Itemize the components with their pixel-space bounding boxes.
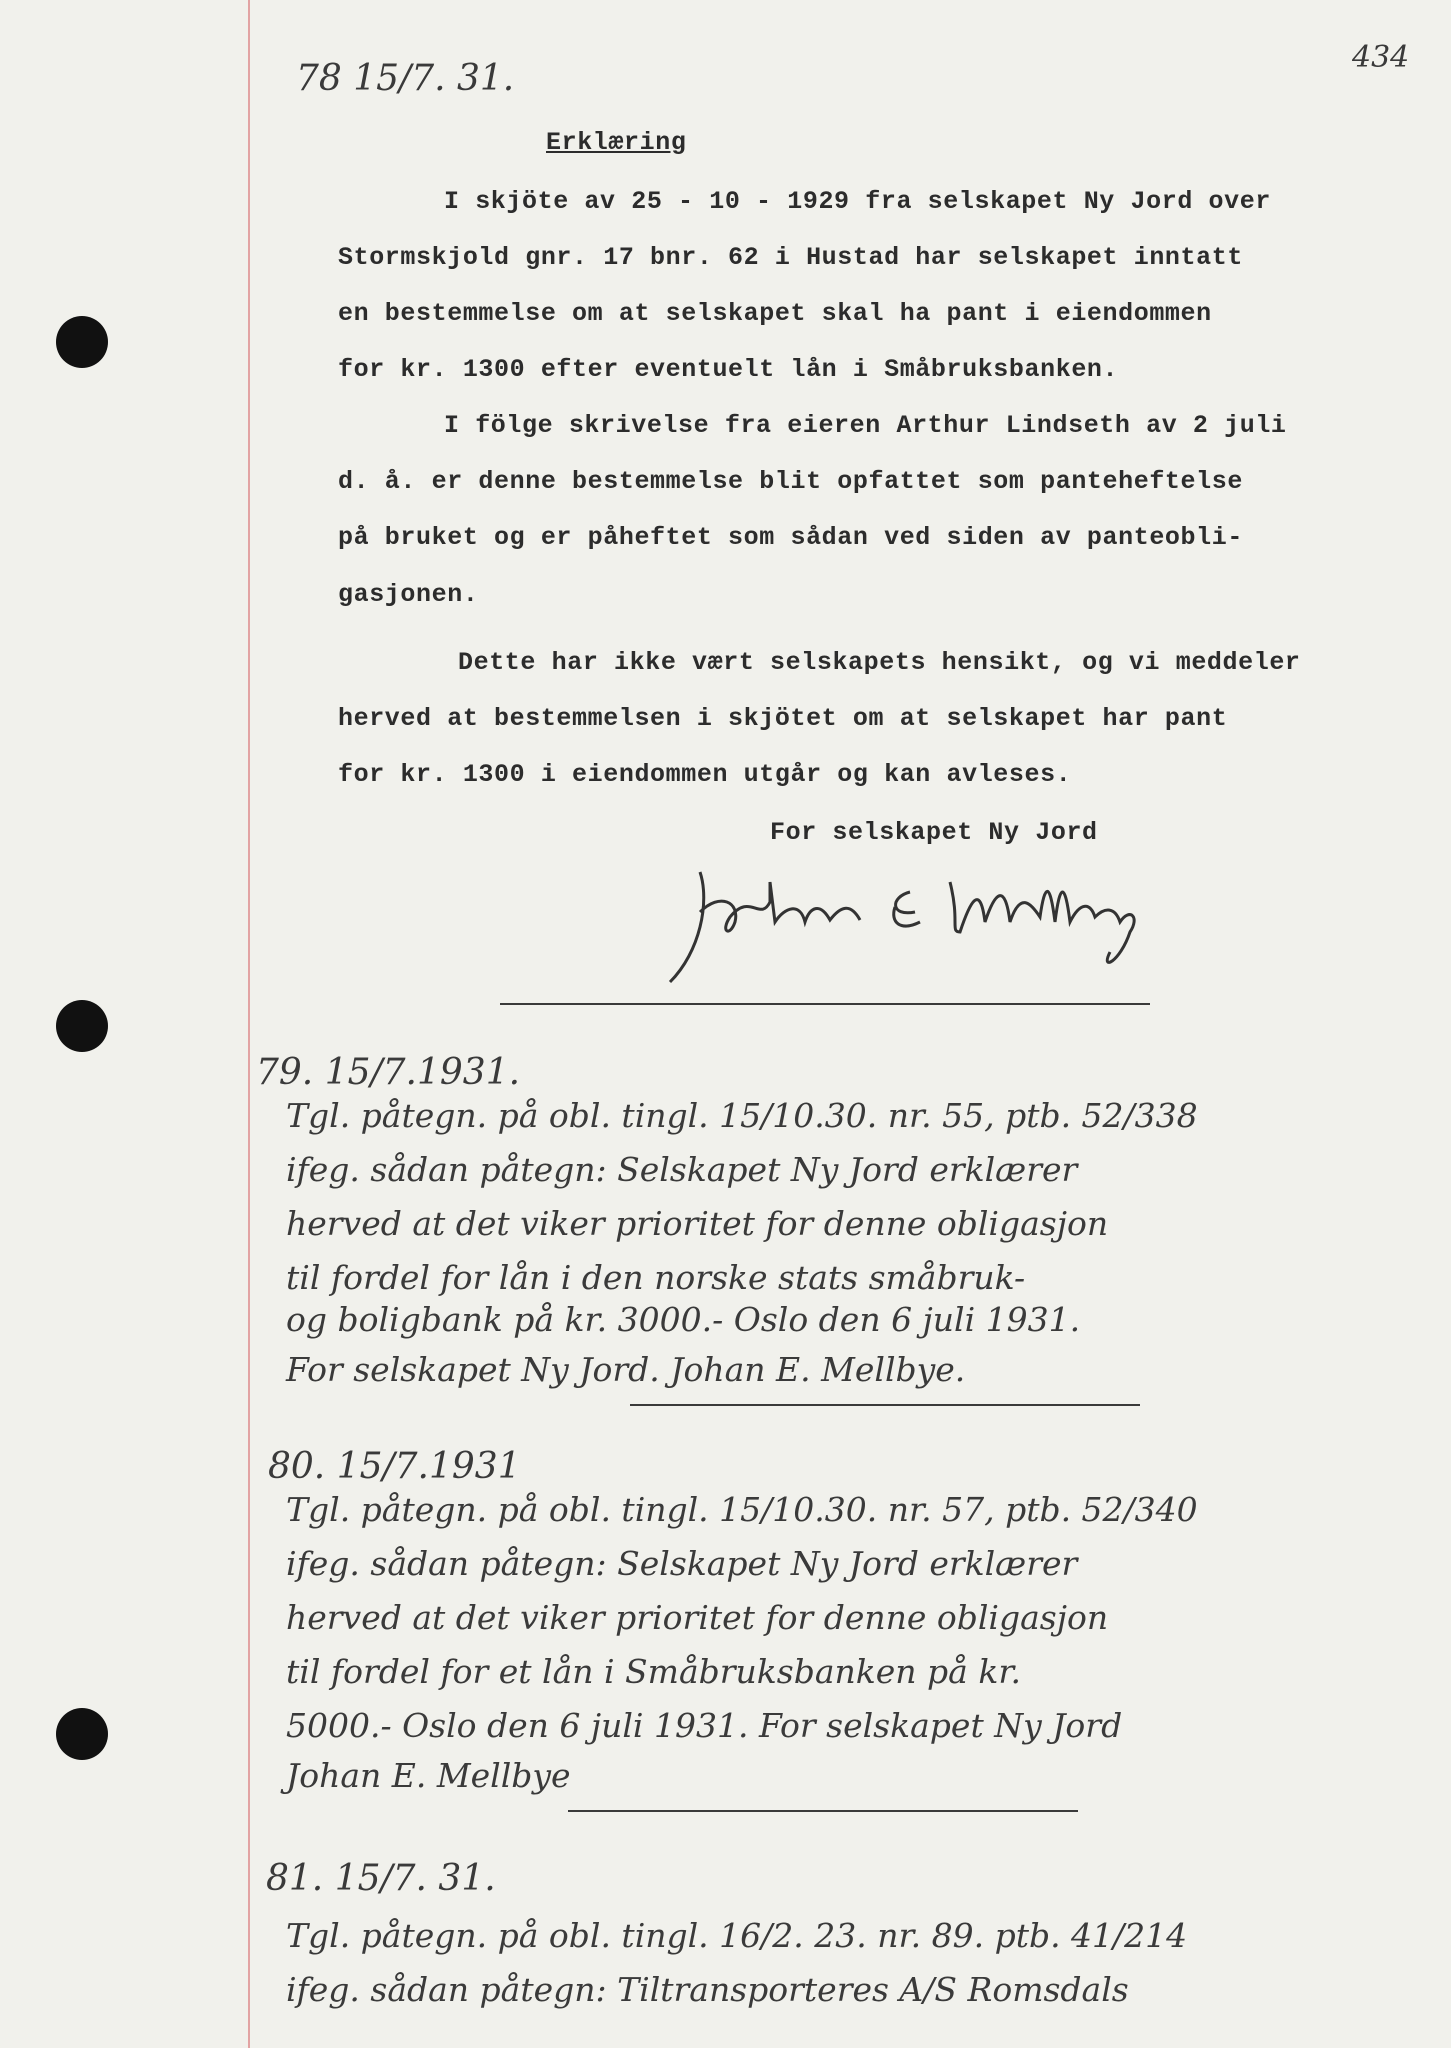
entry-79-line: og boligbank på kr. 3000.- Oslo den 6 juli 1931. [286,1300,1081,1339]
handwritten-signature [660,862,1300,992]
entry-78-heading: 78 15/7. 31. [296,58,515,99]
entry-79-line: Tgl. påtegn. på obl. tingl. 15/10.30. nr. 55, ptb. 52/338 [286,1096,1198,1135]
declaration-line: d. å. er denne bestemmelse blit opfattet som panteheftelse [338,467,1243,496]
entry-80-line: Tgl. påtegn. på obl. tingl. 15/10.30. nr. 57, ptb. 52/340 [286,1490,1198,1529]
declaration-line: for kr. 1300 i eiendommen utgår og kan avleses. [338,760,1072,789]
entry-80-rule [568,1810,1078,1812]
entry-79-line: For selskapet Ny Jord. Johan E. Mellbye. [286,1350,966,1389]
declaration-line: på bruket og er påheftet som sådan ved siden av panteobli- [338,523,1243,552]
signature-rule [500,1003,1150,1005]
entry-79-line: til fordel for lån i den norske stats småbruk- [286,1258,1026,1297]
entry-79-line: ifeg. sådan påtegn: Selskapet Ny Jord erklærer [286,1150,1078,1189]
entry-81-line: Tgl. påtegn. på obl. tingl. 16/2. 23. nr. 89. ptb. 41/214 [286,1916,1188,1955]
entry-79-rule [630,1404,1140,1406]
red-margin-line [248,0,250,2048]
entry-80-line: 5000.- Oslo den 6 juli 1931. For selskapet Ny Jord [286,1706,1123,1745]
declaration-line: en bestemmelse om at selskapet skal ha pant i eiendommen [338,299,1212,328]
declaration-title: Erklæring [546,128,687,157]
entry-80-heading: 80. 15/7.1931 [268,1446,521,1487]
entry-79-heading: 79. 15/7.1931. [256,1052,521,1093]
declaration-line: for kr. 1300 efter eventuelt lån i Småbruksbanken. [338,355,1119,384]
declaration-line: Dette har ikke vært selskapets hensikt, og vi meddeler [458,648,1301,677]
entry-79-line: herved at det viker prioritet for denne obligasjon [286,1204,1109,1243]
entry-80-line: herved at det viker prioritet for denne obligasjon [286,1598,1109,1637]
punch-hole-top [56,316,108,368]
entry-81-heading: 81. 15/7. 31. [266,1858,496,1899]
entry-80-line: til fordel for et lån i Småbruksbanken på kr. [286,1652,1021,1691]
punch-hole-bottom [56,1708,108,1760]
declaration-line: Stormskjold gnr. 17 bnr. 62 i Hustad har selskapet inntatt [338,243,1243,272]
declaration-line: gasjonen. [338,580,479,609]
declaration-line: I fölge skrivelse fra eieren Arthur Lindseth av 2 juli [444,411,1287,440]
signature-org-line: For selskapet Ny Jord [770,818,1098,847]
page-number: 434 [1352,40,1410,75]
declaration-line: herved at bestemmelsen i skjötet om at selskapet har pant [338,704,1228,733]
entry-80-line: ifeg. sådan påtegn: Selskapet Ny Jord erklærer [286,1544,1078,1583]
entry-80-line: Johan E. Mellbye [286,1756,571,1795]
punch-hole-middle [56,1000,108,1052]
entry-81-line: ifeg. sådan påtegn: Tiltransporteres A/S Romsdals [286,1970,1129,2009]
declaration-line: I skjöte av 25 - 10 - 1929 fra selskapet Ny Jord over [444,187,1271,216]
